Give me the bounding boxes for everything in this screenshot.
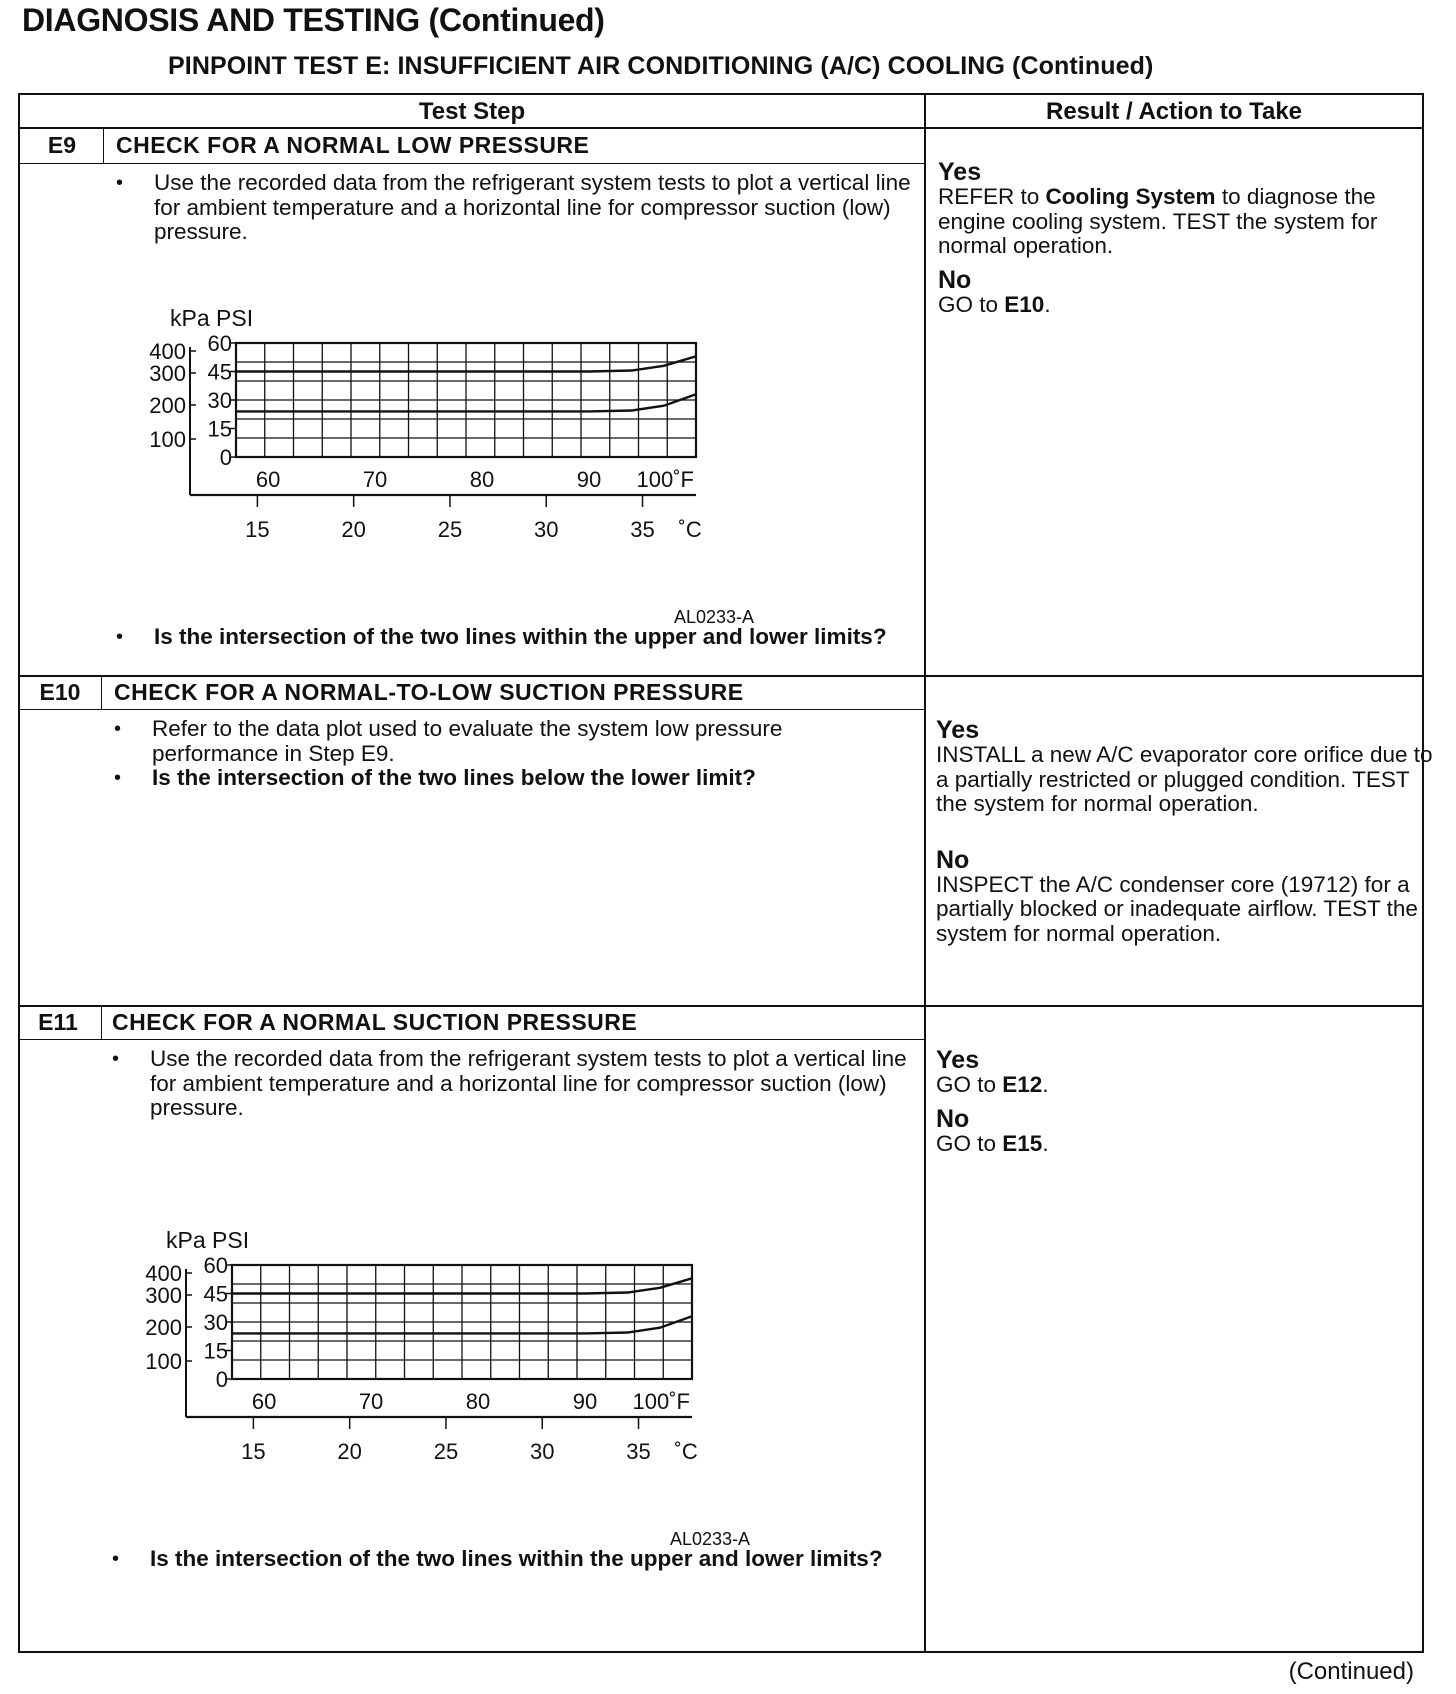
step-id-e9: E9 — [47, 132, 77, 158]
fahrenheit-tick-label: 90 — [572, 1389, 598, 1414]
result-yes-label: Yes — [938, 158, 982, 186]
psi-tick-label: 30 — [203, 1310, 228, 1335]
pressure-chart-e11 — [136, 1227, 776, 1667]
psi-tick-label: 45 — [207, 359, 232, 385]
page-title: DIAGNOSIS AND TESTING (Continued) — [22, 2, 605, 38]
result-yes-text: REFER to Cooling System to diagnose the engine cooling system. TEST the system for normal operation. — [938, 184, 1378, 258]
step-title-e9: CHECK FOR A NORMAL LOW PRESSURE — [116, 132, 590, 158]
kpa-tick-label: 300 — [145, 1283, 182, 1308]
celsius-tick-label: 30 — [529, 1439, 555, 1464]
result-e10 — [936, 717, 1436, 946]
chart-svg — [140, 305, 780, 605]
chart-units-label: kPa PSI — [170, 305, 254, 331]
kpa-tick-label: 400 — [149, 339, 186, 364]
kpa-tick-label: 100 — [149, 427, 186, 452]
step-title-underline — [20, 1039, 924, 1040]
celsius-tick-label: 35 — [626, 1439, 651, 1464]
step-id-e10: E10 — [39, 679, 81, 705]
psi-tick-label: 0 — [219, 445, 232, 470]
psi-tick-label: 30 — [207, 388, 232, 413]
result-no-text: GO to E15. — [936, 1130, 1049, 1156]
celsius-tick-label: 15 — [241, 1439, 266, 1464]
result-no-text: GO to E10. — [938, 291, 1051, 317]
celsius-tick-label: 20 — [337, 1439, 362, 1464]
step-title-e10: CHECK FOR A NORMAL-TO-LOW SUCTION PRESSURE — [114, 679, 744, 705]
result-yes-label: Yes — [936, 1046, 980, 1074]
column-header-result: Result / Action to Take — [1045, 98, 1303, 125]
celsius-tick-label: 30 — [533, 517, 559, 542]
column-divider — [924, 95, 926, 1651]
fahrenheit-unit-label: 100˚F — [636, 467, 694, 492]
chart-units-label: kPa PSI — [166, 1227, 250, 1253]
chart-svg — [136, 1227, 776, 1527]
result-e9 — [938, 159, 1438, 317]
psi-tick-label: 15 — [203, 1338, 228, 1364]
step-id-divider — [101, 677, 102, 709]
bullet-icon: • — [116, 172, 124, 194]
fahrenheit-tick-label: 60 — [255, 467, 281, 492]
fahrenheit-tick-label: 90 — [576, 467, 602, 492]
bullet-icon: • — [114, 718, 122, 740]
result-e11 — [936, 1047, 1436, 1156]
kpa-tick-label: 200 — [149, 393, 186, 418]
chart-figure-code: AL0233-A — [674, 607, 755, 627]
bullet-icon: • — [116, 626, 124, 648]
fahrenheit-tick-label: 70 — [358, 1389, 384, 1414]
celsius-tick-label: 25 — [437, 517, 463, 542]
bullet-icon: • — [112, 1548, 120, 1570]
psi-tick-label: 45 — [203, 1281, 228, 1307]
continued-footer: (Continued) — [1288, 1658, 1414, 1685]
chart-figure-code: AL0233-A — [670, 1529, 751, 1549]
result-no-label: No — [938, 265, 972, 294]
result-no-label: No — [936, 1104, 970, 1133]
fahrenheit-unit-label: 100˚F — [632, 1389, 690, 1414]
header-divider — [20, 127, 1422, 129]
bullet-icon: • — [112, 1048, 120, 1070]
row-divider — [20, 675, 1422, 677]
result-no-label: No — [936, 845, 970, 874]
step-title-e11: CHECK FOR A NORMAL SUCTION PRESSURE — [112, 1009, 638, 1035]
fahrenheit-tick-label: 80 — [465, 1389, 491, 1414]
kpa-tick-label: 100 — [145, 1349, 182, 1374]
pinpoint-test-table: Test Step Result / Action to Take E9 CHECK FOR A NORMAL LOW PRESSURE • Use the recorded data from the refrigerant system tests to plot a vertical line for ambient temperature and a horizontal line for compressor suction (low) pressure. kPa PSI 60 45 30 15 0 400 300 200 100 60 70 80 90 100˚F 15 20 25 30 35 ˚C AL0233-A • Is the intersection of the two lines within the upper and lower limits? Yes REFER to Cooling System to diagnose the engine cooling system. TEST the system for normal operation. No GO to E10. E10 CHECK FOR A NORMAL-TO-LOW SUCTION PRESSURE • Refer to the data plot used to evaluate the system low pressure performance in Step E9. • Is the intersection of the two lines below the lower limit? Yes INSTALL a new A/C evaporator core orifice due to a partially restricted or plugged condition. TEST the system for normal operation. No INSPECT the A/C condenser core (19712) for a partially blocked or inadequate airflow. TEST the system for normal operation. E11 CHECK FOR A NORMAL SUCTION PRESSURE • Use the recorded data from the refrigerant system tests to plot a vertical line for ambient temperature and a horizontal line for compressor suction (low) pressure. kPa PSI 60 45 30 15 0 400 300 200 100 60 70 80 90 100˚F 15 20 25 30 35 ˚C AL0233-A • Is the intersection of the two lines within the upper and lower limits? Yes GO to E12. No GO to E15. — [18, 93, 1424, 1653]
celsius-tick-label: 15 — [245, 517, 270, 542]
result-yes-text: GO to E12. — [936, 1072, 1049, 1097]
kpa-tick-label: 200 — [145, 1315, 182, 1340]
column-header-test-step: Test Step — [418, 98, 526, 125]
step-id-divider — [101, 1007, 102, 1039]
step-id-e11: E11 — [38, 1009, 78, 1035]
celsius-unit-label: ˚C — [674, 1439, 698, 1464]
result-yes-text: INSTALL a new A/C evaporator core orifice due to a partially restricted or plugged condition. TEST the system for normal operation. — [936, 742, 1433, 816]
celsius-unit-label: ˚C — [678, 517, 702, 542]
celsius-tick-label: 20 — [341, 517, 366, 542]
bullet-icon: • — [114, 767, 122, 789]
kpa-tick-label: 300 — [149, 361, 186, 386]
psi-tick-label: 60 — [207, 331, 232, 356]
psi-tick-label: 60 — [203, 1253, 228, 1278]
page-subtitle: PINPOINT TEST E: INSUFFICIENT AIR CONDITIONING (A/C) COOLING (Continued) — [168, 52, 1154, 80]
row-divider — [20, 1005, 1422, 1007]
result-no-text: INSPECT the A/C condenser core (19712) for a partially blocked or inadequate airflow. TEST the system for normal operation. — [936, 871, 1418, 946]
celsius-tick-label: 25 — [433, 1439, 459, 1464]
celsius-tick-label: 35 — [630, 517, 655, 542]
psi-tick-label: 0 — [215, 1367, 228, 1392]
step-title-underline — [20, 163, 924, 164]
fahrenheit-tick-label: 60 — [251, 1389, 277, 1414]
kpa-tick-label: 400 — [145, 1261, 182, 1286]
fahrenheit-tick-label: 80 — [469, 467, 495, 492]
result-yes-label: Yes — [936, 716, 980, 744]
step-title-underline — [20, 709, 924, 710]
psi-tick-label: 15 — [207, 416, 232, 442]
fahrenheit-tick-label: 70 — [362, 467, 388, 492]
step-id-divider — [103, 129, 104, 163]
